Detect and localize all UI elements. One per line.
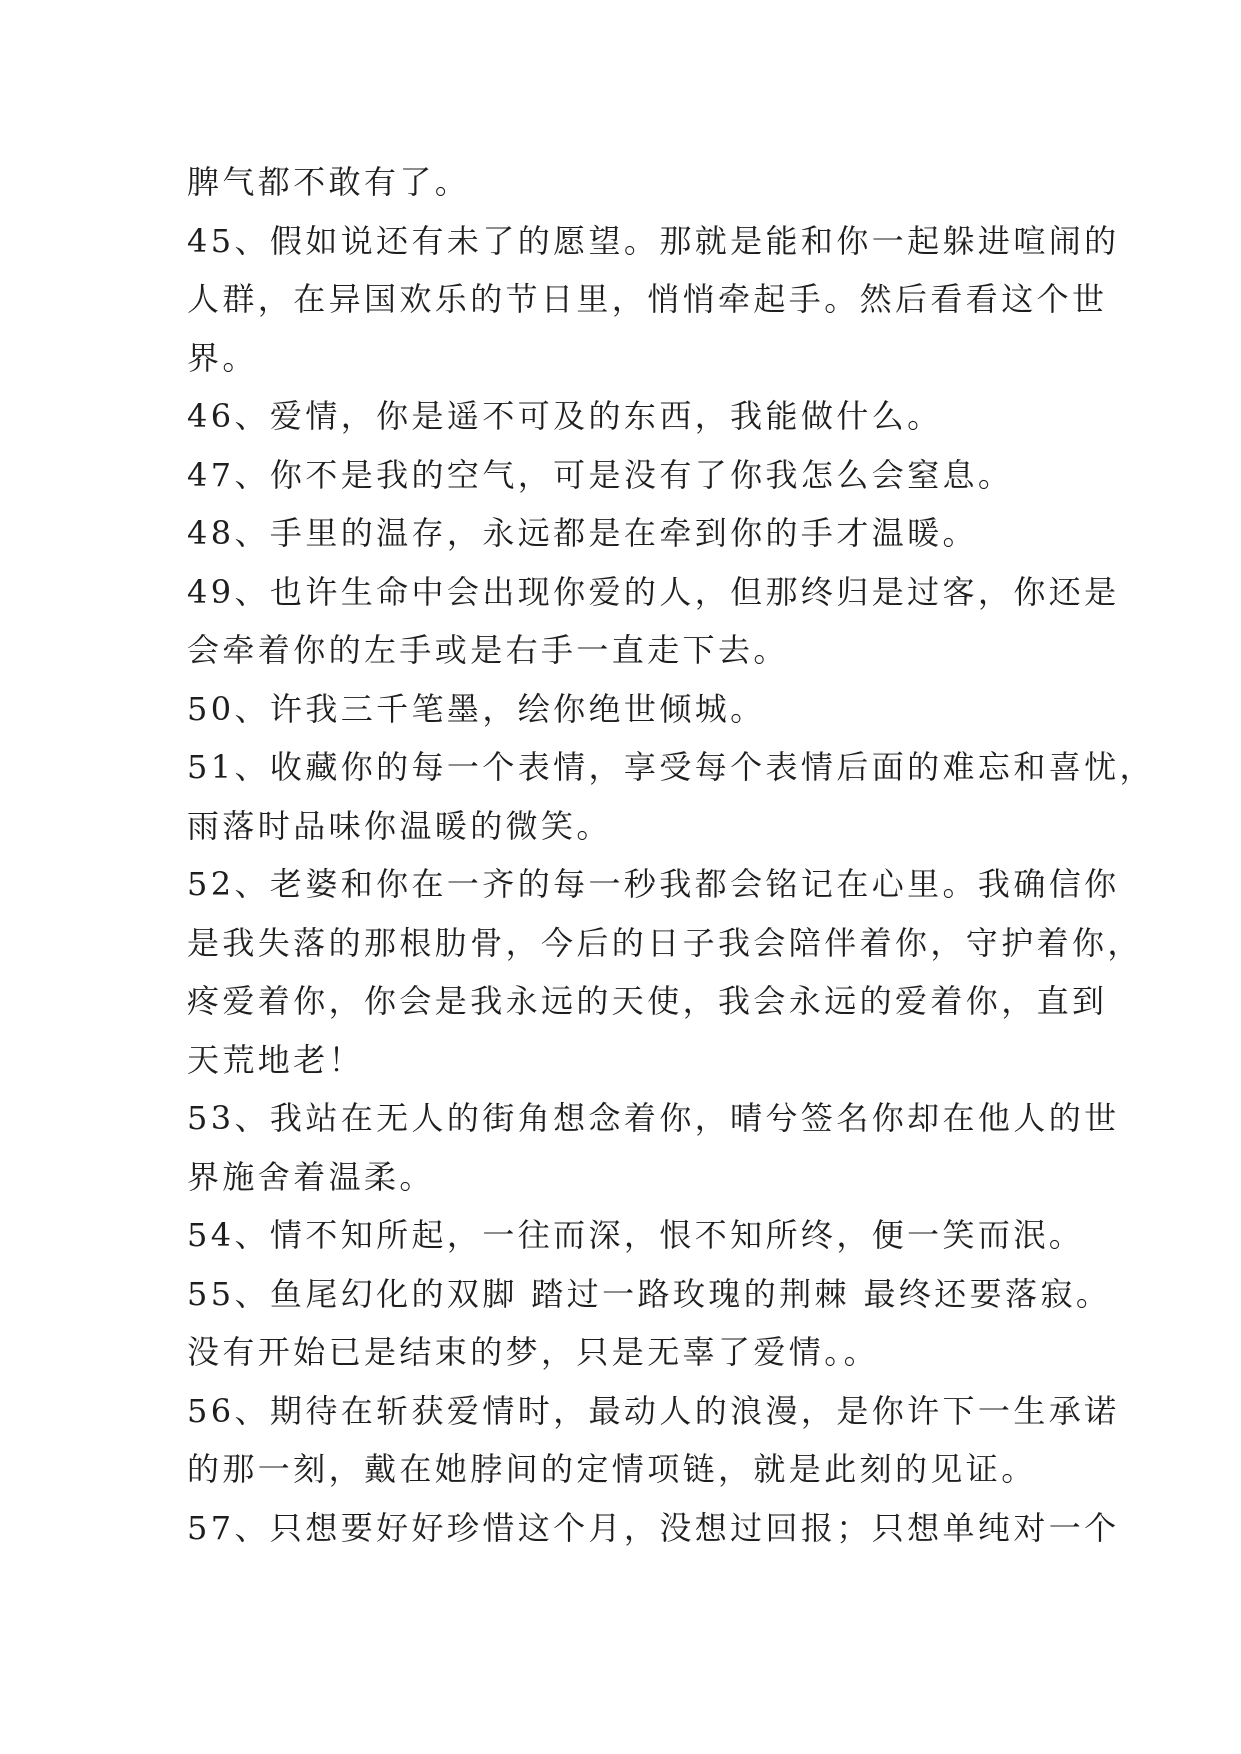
text-line: 是我失落的那根肋骨，今后的日子我会陪伴着你，守护着你， bbox=[187, 923, 1143, 962]
text-line: 界。 bbox=[187, 338, 258, 377]
text-line: 50、许我三千笔墨，绘你绝世倾城。 bbox=[187, 689, 766, 728]
text-line: 57、只想要好好珍惜这个月，没想过回报；只想单纯对一个 bbox=[187, 1508, 1120, 1547]
text-line: 53、我站在无人的街角想念着你，晴兮签名你却在他人的世 bbox=[187, 1099, 1120, 1137]
text-line: 49、也许生命中会出现你爱的人，但那终归是过客，你还是 bbox=[187, 572, 1120, 611]
text-line: 48、手里的温存，永远都是在牵到你的手才温暖。 bbox=[187, 514, 978, 552]
text-line: 界施舍着温柔。 bbox=[187, 1157, 435, 1196]
document-body bbox=[187, 153, 1155, 1557]
text-line: 没有开始已是结束的梦，只是无辜了爱情。。 bbox=[187, 1333, 880, 1371]
text-line: 45、假如说还有未了的愿望。那就是能和你一起躲进喧闹的 bbox=[187, 221, 1120, 260]
text-line: 会牵着你的左手或是右手一直走下去。 bbox=[187, 631, 789, 669]
text-line: 56、期待在斩获爱情时，最动人的浪漫，是你许下一生承诺 bbox=[187, 1391, 1120, 1430]
text-line: 的那一刻，戴在她脖间的定情项链，就是此刻的见证。 bbox=[187, 1450, 1037, 1488]
text-line: 脾气都不敢有了。 bbox=[187, 163, 471, 201]
text-line: 52、老婆和你在一齐的每一秒我都会铭记在心里。我确信你 bbox=[187, 865, 1120, 903]
text-line: 人群，在异国欢乐的节日里，悄悄牵起手。然后看看这个世 bbox=[187, 280, 1108, 318]
text-line: 雨落时品味你温暖的微笑。 bbox=[187, 806, 612, 845]
text-line: 天荒地老！ bbox=[187, 1040, 365, 1079]
text-line: 51、收藏你的每一个表情，享受每个表情后面的难忘和喜忧， bbox=[187, 748, 1155, 786]
text-line: 47、你不是我的空气，可是没有了你我怎么会窒息。 bbox=[187, 455, 1014, 494]
text-line: 54、情不知所起，一往而深，恨不知所终，便一笑而泯。 bbox=[187, 1216, 1085, 1254]
text-line: 46、爱情，你是遥不可及的东西，我能做什么。 bbox=[187, 397, 943, 435]
text-line: 55、鱼尾幻化的双脚 踏过一路玫瑰的荆棘 最终还要落寂。 bbox=[187, 1274, 1112, 1313]
text-line: 疼爱着你，你会是我永远的天使，我会永远的爱着你，直到 bbox=[187, 982, 1108, 1020]
